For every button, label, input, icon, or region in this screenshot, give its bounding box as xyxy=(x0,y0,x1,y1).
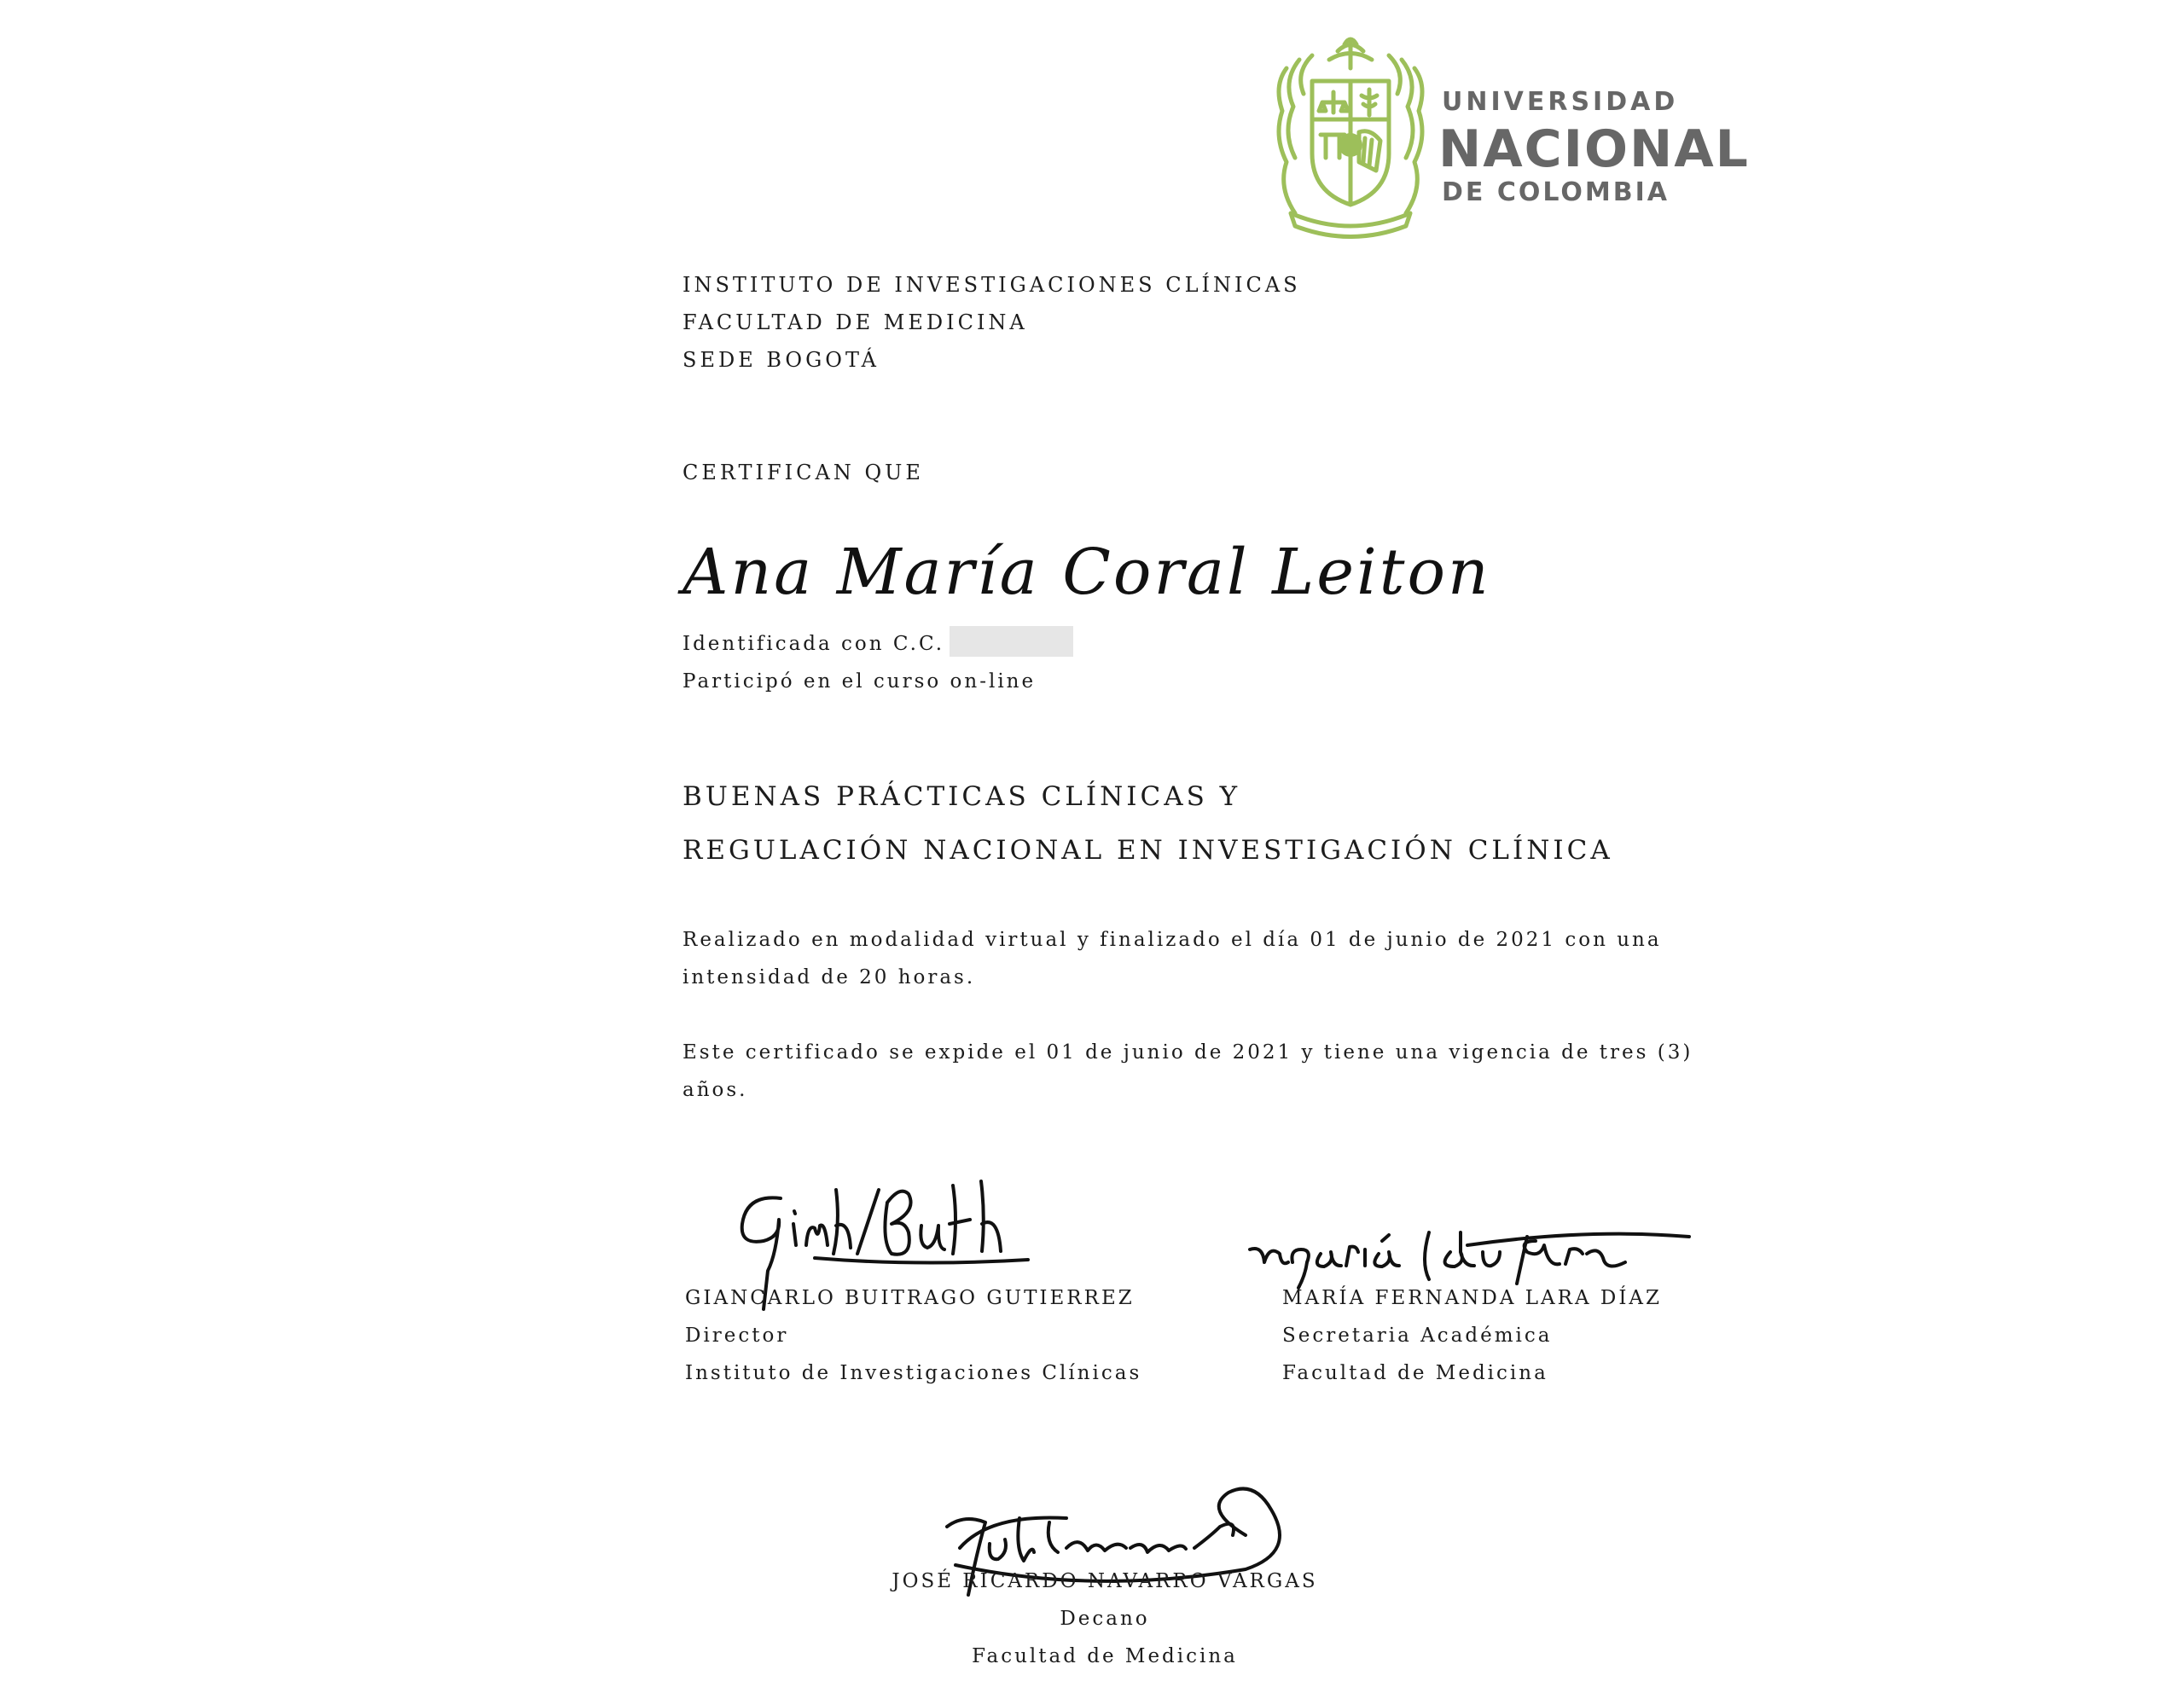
institution-line: INSTITUTO DE INVESTIGACIONES CLÍNICAS xyxy=(682,273,1301,297)
signatory-unit: Instituto de Investigaciones Clínicas xyxy=(685,1362,1142,1384)
validity-line2: años. xyxy=(682,1079,748,1101)
university-seal-icon xyxy=(1269,34,1432,239)
validity-line1: Este certificado se expide el 01 de junio de 2021 y tiene una vigencia de tres (3) xyxy=(682,1041,1693,1064)
completion-line2: intensidad de 20 horas. xyxy=(682,966,976,988)
signatory-unit: Facultad de Medicina xyxy=(1282,1362,1548,1384)
campus-line: SEDE BOGOTÁ xyxy=(682,348,880,372)
signatory-dean xyxy=(0,1562,2184,1675)
institution-block xyxy=(682,275,1301,387)
signatory-name: JOSÉ RICARDO NAVARRO VARGAS xyxy=(892,1570,1318,1592)
logo-text-line1: UNIVERSIDAD xyxy=(1442,87,1679,117)
signatory-director xyxy=(685,1279,1141,1392)
course-title xyxy=(682,770,1613,878)
course-title-line2: REGULACIÓN NACIONAL EN INVESTIGACIÓN CLÍNICA xyxy=(682,835,1613,866)
signatory-name: GIANCARLO BUITRAGO GUTIERREZ xyxy=(685,1287,1135,1309)
signatory-role: Secretaria Académica xyxy=(1282,1325,1553,1347)
validity-paragraph xyxy=(682,1034,1693,1109)
recipient-name: Ana María Coral Leiton xyxy=(682,536,1491,609)
logo-text-line2: NACIONAL xyxy=(1438,119,1750,179)
certify-label: CERTIFICAN QUE xyxy=(682,461,924,484)
signatory-secretary xyxy=(1282,1279,1662,1392)
participation-line: Participó en el curso on-line xyxy=(682,670,1037,693)
university-logo xyxy=(1269,34,1750,239)
signatory-unit: Facultad de Medicina xyxy=(972,1645,1238,1667)
faculty-line: FACULTAD DE MEDICINA xyxy=(682,310,1028,334)
signatory-name: MARÍA FERNANDA LARA DÍAZ xyxy=(1282,1287,1663,1309)
logo-text-line3: DE COLOMBIA xyxy=(1442,177,1670,207)
id-line xyxy=(682,625,1073,663)
signatory-role: Director xyxy=(685,1325,789,1347)
signatory-role: Decano xyxy=(1060,1608,1150,1630)
id-label: Identificada con C.C. xyxy=(682,633,945,655)
completion-paragraph xyxy=(682,921,1662,996)
course-title-line1: BUENAS PRÁCTICAS CLÍNICAS Y xyxy=(682,781,1241,812)
redacted-id-number xyxy=(950,626,1073,657)
completion-line1: Realizado en modalidad virtual y finalizado el día 01 de junio de 2021 con una xyxy=(682,929,1662,951)
